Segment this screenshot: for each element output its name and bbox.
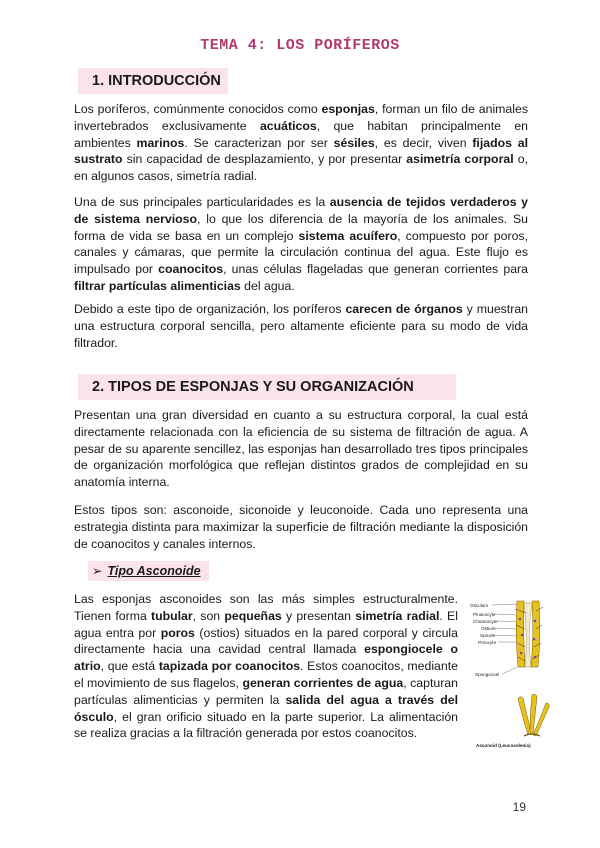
paragraph: Los poríferos, comúnmente conocidos como esponjas, forman un filo de animales invertebrados exclusivamente acuáticos, que habitan principalmente en ambientes marinos. Se caracterizan por ser sésiles, es decir, viven fijados al sustrato sin capacidad de desplazamiento, y por presentar asimetría corporal o, en algunos casos, simetría radial.	[74, 102, 529, 184]
paragraph: Presentan una gran diversidad en cuanto a su estructura corporal, la cual está directamente relacionada con la eficiencia de su sistema de filtración de agua. A pesar de su aparente sencillez, las esponjas han desarrollado tres tipos principales de organización morfológica que reflejan distintos grados de complejidad en su anatomía interna.	[74, 408, 528, 490]
bold-term: fijados al sustrato	[74, 135, 529, 167]
arrow-bullet-icon: ➢	[92, 564, 103, 578]
subheading-asconoide	[88, 561, 209, 581]
subheading-label: Tipo Asconoide	[107, 564, 201, 578]
bold-term: salida del agua a través del ósculo	[74, 692, 458, 724]
bold-term: carecen de órganos	[345, 302, 463, 316]
page-title: TEMA 4: LOS PORÍFEROS	[200, 37, 400, 54]
bold-term: espongiocele o atrio	[74, 642, 458, 674]
bold-term: generan corrientes de agua	[242, 675, 404, 690]
section-heading-introduccion: 1. INTRODUCCIÓN	[78, 68, 228, 94]
label-choanocyte: Choanocyte	[473, 619, 498, 624]
page-number: 19	[512, 800, 526, 814]
paragraph: Debido a este tipo de organización, los poríferos carecen de órganos y muestran una estructura corporal sencilla, pero altamente eficiente para su modo de vida filtrador.	[74, 302, 528, 350]
bold-term: simetría radial	[355, 608, 440, 623]
paragraph: Las esponjas asconoides son las más simples estructuralmente. Tienen forma tubular, son pequeñas y presentan simetría radial. El agua entra por poros (ostios) situados en la pared corporal y circula directamente hacia una cavidad central llamada espongiocele o atrio, que está tapizada por coanocitos. Estos coanocitos, mediante el movimiento de sus flagelos, generan corrientes de agua, capturan partículas alimenticias y permiten la salida del agua a través del ósculo, el gran orificio situado en la parte superior. La alimentación se realiza gracias a la filtración generada por estos coanocitos.	[74, 592, 458, 741]
asconoid-figure	[470, 595, 560, 750]
asconoid-diagram	[470, 595, 560, 750]
bold-term: tapizada por coanocitos	[158, 659, 301, 674]
label-pinacocyte: Pinacocyte	[473, 612, 496, 617]
bold-term: esponjas	[321, 102, 375, 116]
bold-term: marinos	[136, 135, 185, 150]
section-heading-tipos: 2. TIPOS DE ESPONJAS Y SU ORGANIZACIÓN	[78, 374, 456, 400]
label-osculum: Osculum	[470, 603, 489, 608]
label-ostium: Ostium	[481, 626, 496, 631]
bold-term: poros	[160, 625, 195, 640]
bold-term: sistema acuífero	[298, 228, 398, 243]
paragraph: Estos tipos son: asconoide, siconoide y leuconoide. Cada uno representa una estrategia distinta para maximizar la superficie de filtración mediante la disposición de coanocitos y canales internos.	[74, 503, 528, 551]
bold-term: acuáticos	[259, 118, 317, 133]
label-spongocoel: Spongocoel	[475, 672, 500, 677]
bold-term: tubular	[151, 608, 193, 623]
bold-term: ausencia de tejidos verdaderos y de sistema nervioso	[74, 195, 528, 226]
paragraph: Una de sus principales particularidades es la ausencia de tejidos verdaderos y de sistema nervioso, lo que los diferencia de la mayoría de los animales. Su forma de vida se basa en un complejo sistema acuífero, compuesto por poros, canales y cámaras, que permite la circulación continua del agua. Este flujo es impulsado por coanocitos, unas células flageladas que generan corrientes para filtrar partículas alimenticias del agua.	[74, 195, 528, 293]
figure-caption: Asconoid (Leucosolenia)	[476, 743, 531, 748]
label-spicule: Spicule	[480, 633, 496, 638]
bold-term: asimetría corporal	[406, 152, 514, 167]
bold-term: filtrar partículas alimenticias	[74, 278, 241, 293]
bold-term: sésiles	[333, 135, 375, 150]
label-porocyte: Porocyte	[478, 640, 497, 645]
bold-term: coanocitos	[158, 262, 224, 277]
bold-term: pequeñas	[224, 608, 282, 623]
